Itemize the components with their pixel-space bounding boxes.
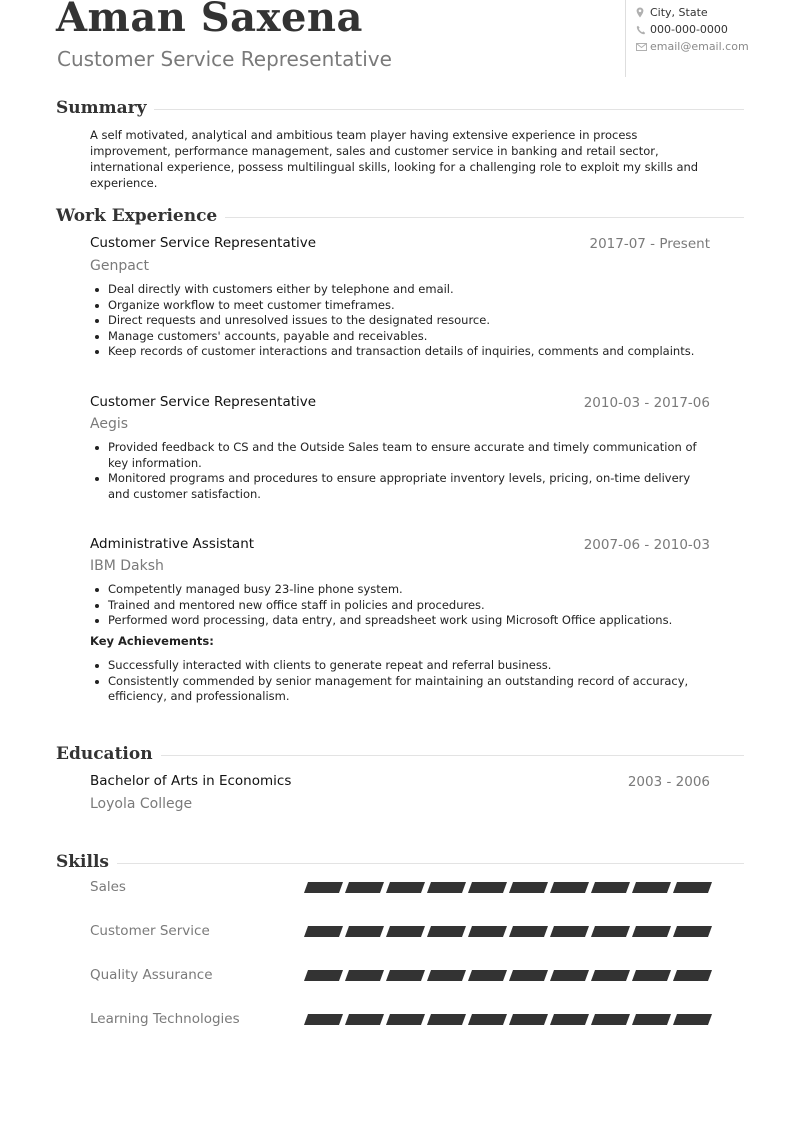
job-bullet: Keep records of customer interactions and transaction details of inquiries, comments and complaints. [90, 344, 710, 360]
summary-heading: Summary [56, 98, 147, 118]
education-section-header [56, 744, 744, 764]
degree-title: Bachelor of Arts in Economics [90, 773, 292, 789]
job-bullet: Provided feedback to CS and the Outside Sales team to ensure accurate and timely communication of key information. [90, 440, 710, 471]
job-bullet: Organize workflow to meet customer timeframes. [90, 298, 710, 314]
skill-level-segment [509, 926, 548, 937]
skill-level-segment [591, 970, 630, 981]
skill-level-segment [427, 882, 466, 893]
job-bullet: Monitored programs and procedures to ensure appropriate inventory levels, pricing, on-time delivery and customer satisfaction. [90, 471, 710, 502]
skill-level-segment [632, 926, 671, 937]
skill-name: Sales [90, 879, 126, 895]
phone-icon [636, 25, 650, 35]
skill-level-segment [632, 882, 671, 893]
skill-level-segment [304, 970, 343, 981]
job-bullets [90, 440, 710, 502]
skill-name: Customer Service [90, 923, 210, 939]
skill-level-segment [427, 1014, 466, 1025]
summary-text: A self motivated, analytical and ambitious team player having extensive experience in process improvement, performance management, sales and customer service in banking and retail sector, international experience, possess multilingual skills, looking for a challenging role to exploit my skills and experience. [90, 128, 699, 190]
summary-section-header [56, 98, 744, 118]
skill-level-segment [304, 882, 343, 893]
job-bullet: Deal directly with customers either by telephone and email. [90, 282, 710, 298]
skill-level-segment [468, 882, 507, 893]
section-divider [161, 755, 744, 756]
skill-name: Learning Technologies [90, 1011, 240, 1027]
location-text: City, State [650, 6, 708, 19]
skill-level-segment [591, 926, 630, 937]
job-company: IBM Daksh [90, 558, 164, 574]
job-title: Customer Service Representative [90, 394, 317, 410]
skill-level-segment [386, 970, 425, 981]
map-pin-icon [636, 7, 650, 18]
skill-level-segment [550, 926, 589, 937]
job-bullets [90, 282, 710, 360]
contact-location [636, 4, 749, 21]
envelope-icon [636, 43, 650, 51]
achievement-bullet: Successfully interacted with clients to generate repeat and referral business. [90, 658, 710, 674]
skill-level-segment [591, 1014, 630, 1025]
skill-level-segment [509, 882, 548, 893]
contact-email[interactable] [636, 38, 749, 55]
skill-level-segment [632, 970, 671, 981]
section-divider [225, 217, 744, 218]
skills-section-header [56, 852, 744, 872]
job-title: Customer Service Representative [90, 235, 317, 251]
skill-level-segment [345, 926, 384, 937]
skill-level-segment [673, 926, 712, 937]
email-link[interactable]: email@email.com [650, 40, 749, 53]
skill-name: Quality Assurance [90, 967, 213, 983]
job-dates: 2017-07 - Present [589, 236, 710, 252]
job-bullet: Performed word processing, data entry, and spreadsheet work using Microsoft Office applications. [90, 613, 710, 629]
skill-row [90, 921, 712, 941]
candidate-headline: Customer Service Representative [57, 47, 392, 71]
section-divider [154, 109, 744, 110]
job-bullet: Direct requests and unresolved issues to the designated resource. [90, 313, 710, 329]
skill-level-segment [509, 1014, 548, 1025]
section-divider [117, 863, 744, 864]
skill-level-segment [427, 926, 466, 937]
contact-phone [636, 21, 749, 38]
skills-heading: Skills [56, 852, 110, 872]
experience-heading: Work Experience [56, 206, 218, 226]
achievement-bullet: Consistently commended by senior management for maintaining an outstanding record of accuracy, efficiency, and professionalism. [90, 674, 710, 705]
skill-level-meter [306, 1014, 710, 1025]
skill-level-segment [509, 970, 548, 981]
skill-row [90, 1009, 712, 1029]
candidate-name: Aman Saxena [56, 0, 363, 41]
experience-section-header [56, 206, 744, 226]
contact-divider [625, 0, 626, 77]
job-company: Genpact [90, 258, 149, 274]
skill-level-segment [673, 970, 712, 981]
skill-level-segment [550, 1014, 589, 1025]
job-bullet: Trained and mentored new office staff in policies and procedures. [90, 598, 710, 614]
job-dates: 2007-06 - 2010-03 [583, 537, 710, 553]
skill-level-segment [468, 926, 507, 937]
contact-block [636, 4, 749, 55]
skill-level-segment [304, 1014, 343, 1025]
job-company: Aegis [90, 416, 129, 432]
skill-level-segment [673, 1014, 712, 1025]
skill-level-segment [468, 1014, 507, 1025]
skill-level-segment [673, 882, 712, 893]
skill-level-segment [550, 882, 589, 893]
skill-level-segment [550, 970, 589, 981]
job-bullet: Competently managed busy 23-line phone system. [90, 582, 710, 598]
school-name: Loyola College [90, 796, 193, 812]
skill-level-segment [427, 970, 466, 981]
skill-level-segment [345, 970, 384, 981]
phone-text: 000-000-0000 [650, 23, 728, 36]
skill-row [90, 877, 712, 897]
education-dates: 2003 - 2006 [627, 774, 710, 790]
skill-level-segment [386, 926, 425, 937]
skill-level-meter [306, 926, 710, 937]
skill-level-meter [306, 882, 710, 893]
achievements-label: Key Achievements: [90, 634, 214, 648]
skill-level-segment [345, 1014, 384, 1025]
education-heading: Education [56, 744, 153, 764]
skill-level-segment [345, 882, 384, 893]
skill-level-segment [468, 970, 507, 981]
skill-level-segment [632, 1014, 671, 1025]
job-title: Administrative Assistant [90, 536, 255, 552]
job-bullet: Manage customers' accounts, payable and receivables. [90, 329, 710, 345]
skill-level-segment [591, 882, 630, 893]
job-bullets [90, 582, 710, 629]
skill-level-meter [306, 970, 710, 981]
job-dates: 2010-03 - 2017-06 [583, 395, 710, 411]
skill-row [90, 965, 712, 985]
skill-level-segment [386, 882, 425, 893]
skill-level-segment [304, 926, 343, 937]
achievements-bullets [90, 658, 710, 705]
skill-level-segment [386, 1014, 425, 1025]
